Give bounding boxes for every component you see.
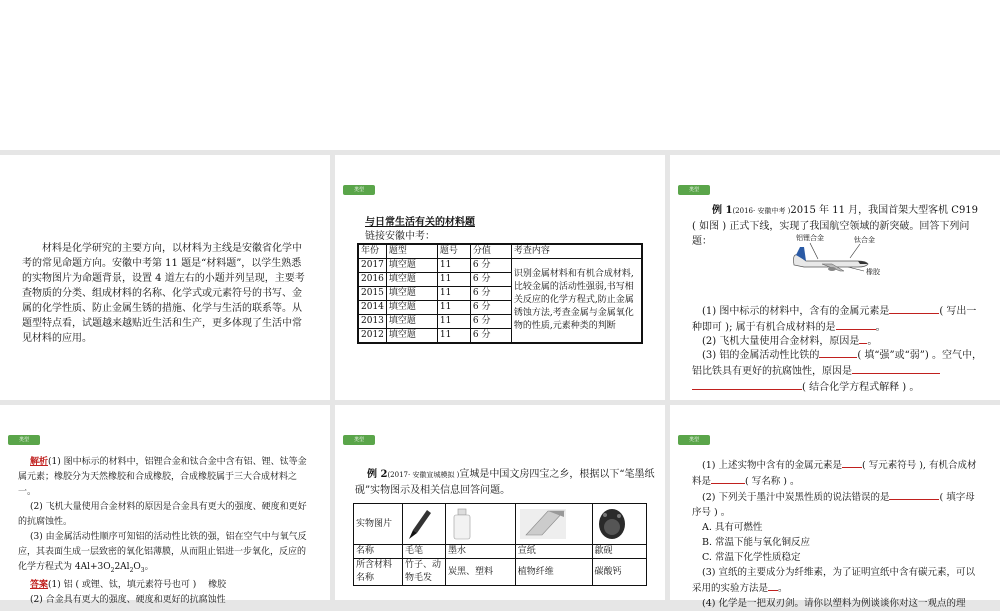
header-content: 考查内容	[511, 244, 642, 259]
table-header-row	[358, 244, 642, 259]
q2-text-b: ( 填字母序号 ) 。	[692, 492, 975, 518]
question-4: (4) 化学是一把双刃剑。请你以塑料为例谈谈你对这一观点的理	[702, 598, 966, 609]
header-year: 年份	[358, 244, 386, 259]
cell-number: 11	[437, 301, 470, 315]
slide-example-1[interactable]	[670, 155, 1000, 400]
section-subheading: 链接安徽中考：	[365, 231, 435, 242]
analysis-2: (2) 飞机大量使用合金材料的原因是合金具有更大的强度、硬度和更好的抗腐蚀性。	[18, 502, 307, 527]
answer-blank[interactable]	[819, 347, 857, 358]
cell-year: 2012	[358, 329, 386, 344]
analysis-block	[18, 455, 310, 608]
material-ink: 炭黑、塑料	[446, 559, 516, 586]
cell-year: 2016	[358, 273, 386, 287]
cell-type: 填空题	[386, 329, 437, 344]
q3-text-b: 。	[778, 583, 788, 594]
option-c: C. 常温下化学性质稳定	[702, 552, 801, 563]
question-3	[692, 347, 984, 395]
q3-text-a: (3) 铝的金属活动性比铁的	[702, 350, 820, 361]
subscript: 2	[110, 566, 115, 574]
example-source: (2016· 安徽中考 )	[732, 207, 791, 215]
answer-blank[interactable]	[768, 580, 778, 591]
analysis-1	[18, 455, 310, 500]
answer-blank[interactable]	[836, 319, 876, 330]
example-label: 例 2	[367, 469, 388, 480]
airplane-figure	[788, 231, 888, 283]
type-tag: 类型	[678, 435, 710, 445]
answer-text-1: (1) 铝 ( 或锂、钛，填元素符号也可 ) 橡胶	[48, 579, 227, 590]
type-tag: 类型	[678, 185, 710, 195]
slide-intro[interactable]	[0, 155, 330, 400]
exam-table	[357, 243, 643, 344]
q3-text-a: (3) 宣纸的主要成分为纤维素，为了证明宣纸中含有碳元素，可以采用的实验方法是	[692, 567, 975, 594]
section-heading: 与日常生活有关的材料题	[365, 217, 475, 228]
cell-year: 2017	[358, 259, 386, 273]
answer-blank[interactable]	[889, 303, 939, 314]
answer-blank[interactable]	[711, 473, 745, 484]
cell-score: 6 分	[470, 329, 511, 344]
slide-example-2[interactable]	[335, 405, 665, 600]
type-tag: 类型	[8, 435, 40, 445]
paper-image-cell	[515, 504, 592, 545]
cell-number: 11	[437, 273, 470, 287]
analysis-3	[18, 530, 310, 578]
table-row-materials	[354, 559, 647, 586]
cell-score: 6 分	[470, 315, 511, 329]
row-label-material: 所含材料名称	[354, 559, 403, 586]
slide-table[interactable]	[335, 155, 665, 400]
cell-type: 填空题	[386, 287, 437, 301]
q1-text-a: (1) 图中标示的材料中，含有的金属元素是	[702, 306, 890, 317]
name-inkstone: 歙砚	[592, 545, 646, 559]
example-text: 2015 年 11 月，我国首架大型客机 C919 ( 如图 ) 正式下线，实现了我国航空领域的新突破。回答下列问题：	[692, 205, 979, 247]
table-row-images	[354, 504, 647, 545]
q3-text-b: ( 填“强”或“弱”) 。空气中，铝比铁具有更好的抗腐蚀性，原因是	[692, 350, 982, 377]
cell-year: 2015	[358, 287, 386, 301]
q2-text-b: 。	[867, 336, 878, 347]
example-source: (2017· 安徽宣城模拟 )	[387, 471, 460, 479]
header-type: 题型	[386, 244, 437, 259]
header-score: 分值	[470, 244, 511, 259]
material-paper: 植物纤维	[515, 559, 592, 586]
ink-bottle-icon	[448, 507, 478, 541]
cell-number: 11	[437, 287, 470, 301]
option-a: A. 具有可燃性	[702, 522, 763, 533]
name-paper: 宣纸	[515, 545, 592, 559]
subscript: 3	[140, 566, 145, 574]
answer-blank[interactable]	[852, 363, 940, 374]
cell-content: 识别金属材料和有机合成材料,比较金属的活动性强弱,书写相关反应的化学方程式,防止金属锈蚀方法,考查金属与金属氧化物的性质,元素种类的判断	[511, 259, 642, 344]
example-label: 例 1	[712, 205, 733, 216]
table-row	[358, 259, 642, 273]
material-brush: 竹子、动物毛发	[403, 559, 446, 586]
analysis-text-1: (1) 图中标示的材料中，铝锂合金和钛合金中含有铝、锂、钛等金属元素；橡胶分为天然橡胶和合成橡胶，合成橡胶属于三大合成材料之一。	[18, 457, 307, 497]
cell-score: 6 分	[470, 259, 511, 273]
row-label-name: 名称	[354, 545, 403, 559]
cell-type: 填空题	[386, 301, 437, 315]
row-label-images: 实物图片	[354, 504, 403, 545]
airplane-icon	[788, 231, 888, 283]
cell-number: 11	[437, 315, 470, 329]
answer-2: (2) 合金具有更大的强度、硬度和更好的抗腐蚀性	[30, 594, 226, 605]
ink-image-cell	[446, 504, 516, 545]
inkstone-image-cell	[592, 504, 646, 545]
cell-type: 填空题	[386, 273, 437, 287]
question-3	[692, 565, 984, 596]
cell-number: 11	[437, 259, 470, 273]
option-b: B. 常温下能与氧化铜反应	[702, 537, 811, 548]
cell-score: 6 分	[470, 273, 511, 287]
q1-text-c: 。	[875, 322, 886, 333]
blank-top-area	[0, 0, 1000, 150]
formula-part: 2Al	[114, 562, 130, 572]
name-brush: 毛笔	[403, 545, 446, 559]
analysis-label: 解析	[30, 457, 49, 467]
q3-text-c: ( 结合化学方程式解释 ) 。	[802, 382, 920, 393]
stationery-table	[353, 503, 647, 586]
answer-blank[interactable]	[842, 457, 862, 468]
cell-year: 2013	[358, 315, 386, 329]
q1-text-c: ( 写名称 ) 。	[745, 476, 800, 487]
question-1	[692, 457, 984, 489]
intro-paragraph: 材料是化学研究的主要方向，以材料为主线是安徽省化学中考的常见命题方向。安徽中考第 11 题是“材料题”，以学生熟悉的实物图片为命题背景，设置 4 道左右的小题并列呈现，主要考查物质的分类、组成材料的名称、化学式或元素符号的书写、金属的化学性质、防止金属生锈的措施、化学与生活的联系等。从题型特点看，试题越来越贴近生活和生产，更多体现了生活中常见材料的应用。	[22, 243, 305, 344]
header-number: 题号	[437, 244, 470, 259]
label-rubber: 橡胶	[866, 268, 880, 276]
label-titanium-alloy: 钛合金	[854, 236, 875, 244]
cell-number: 11	[437, 329, 470, 344]
brush-image-cell	[403, 504, 446, 545]
q1-text-a: (1) 上述实物中含有的金属元素是	[702, 460, 842, 471]
cell-type: 填空题	[386, 259, 437, 273]
brush-icon	[405, 507, 435, 541]
type-tag: 类型	[343, 435, 375, 445]
answer-blank[interactable]	[889, 489, 939, 500]
subscript: 2	[129, 566, 134, 574]
slide-questions[interactable]	[670, 405, 1000, 609]
question-2	[692, 489, 984, 520]
q1-text-b: ( 写元素符号 ), 有机合成材料是	[692, 460, 977, 487]
analysis-text-3: (3) 由金属活动性顺序可知铝的活动性比铁的强，铝在空气中与氧气反应，其表面生成一层致密的氧化铝薄膜，从而阻止铝进一步氧化，反应的化学方程式为 4Al+3O	[18, 532, 307, 572]
answer-blank[interactable]	[692, 379, 802, 390]
example-2-stem	[355, 467, 655, 498]
material-inkstone: 碳酸钙	[592, 559, 646, 586]
q2-text-a: (2) 下列关于墨汁中炭黑性质的说法错误的是	[702, 492, 890, 503]
type-tag: 类型	[343, 185, 375, 195]
table-row-names	[354, 545, 647, 559]
answer-label: 答案	[30, 579, 49, 590]
questions-block	[692, 457, 984, 611]
formula-end: 。	[144, 562, 154, 572]
example-text: 宣城是中国文房四宝之乡，根据以下“笔墨纸砚”实物图示及相关信息回答问题。	[355, 469, 655, 496]
formula-part: O	[133, 562, 141, 572]
cell-type: 填空题	[386, 315, 437, 329]
slide-analysis[interactable]	[0, 405, 330, 605]
cell-year: 2014	[358, 301, 386, 315]
paper-roll-icon	[518, 507, 568, 541]
inkstone-icon	[595, 507, 629, 541]
cell-score: 6 分	[470, 301, 511, 315]
name-ink: 墨水	[446, 545, 516, 559]
cell-score: 6 分	[470, 287, 511, 301]
q2-text-a: (2) 飞机大量使用合金材料，原因是	[702, 336, 860, 347]
q1-text-b: ( 写出一种即可 ); 属于有机合成材料的是	[692, 306, 977, 333]
label-aluminum-lithium-alloy: 铝锂合金	[796, 234, 824, 242]
answer-1	[18, 578, 310, 593]
question-1	[692, 303, 984, 335]
